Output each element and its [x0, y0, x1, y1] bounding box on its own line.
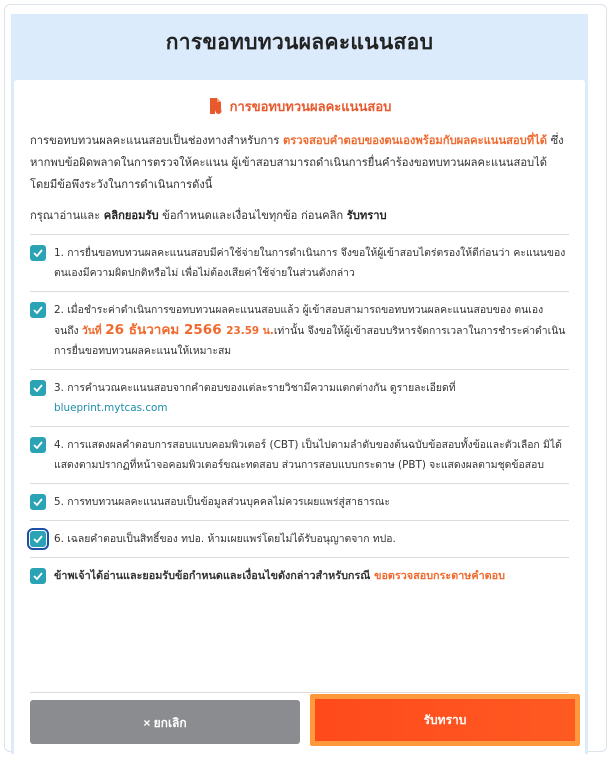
checkbox-term-1[interactable]: [30, 245, 46, 261]
review-dialog: [11, 14, 588, 754]
cancel-button[interactable]: × ยกเลิก: [30, 700, 300, 744]
term-text-after: เท่านั้น จึงขอให้ผู้เข้าสอบบริหารจัดการเวลาในการชำระค่าดำเนินการยื่นขอทบทวนผลคะแนนให้เหมาะสม: [54, 325, 566, 357]
accept-text: [54, 566, 505, 586]
button-row: [30, 700, 584, 760]
term-text: 1. การยื่นขอทบทวนผลคะแนนสอบมีค่าใช้จ่ายในการดำเนินการ จึงขอให้ผู้เข้าสอบไตร่ตรองให้ดีก่อนว่า คะแนนของตนเองมีความผิดปกติหรือไม่ เพื่อไม่ต้องเสียค่าใช้จ่ายในส่วนดังกล่าว: [54, 247, 566, 279]
checkbox-term-6[interactable]: [30, 531, 46, 547]
checkbox-accept-all[interactable]: [30, 568, 46, 584]
term-item-3: [30, 369, 569, 426]
term-text: 4. การแสดงผลคำตอบการสอบแบบคอมพิวเตอร์ (CBT) เป็นไปตามลำดับของต้นฉบับข้อสอบทั้งข้อและตัวเลือก มิได้แสดงตามปรากฏที่หน้าจอคอมพิวเตอร์ขณะทดสอบ ส่วนการสอบแบบกระดาษ (PBT) จะแสดงผลตามชุดข้อสอบ: [54, 439, 562, 471]
dialog-body: [14, 80, 585, 760]
check-icon: [33, 249, 43, 257]
accept-text-main: ข้าพเจ้าได้อ่านและยอมรับข้อกำหนดและเงื่อนไขดังกล่าวสำหรับกรณี: [54, 569, 375, 582]
checkbox-term-4[interactable]: [30, 437, 46, 453]
intro-paragraph: [14, 130, 585, 196]
instruction-text: [14, 206, 585, 226]
acknowledge-label: รับทราบ: [315, 699, 575, 741]
check-icon: [33, 498, 43, 506]
intro-highlight: ตรวจสอบคำตอบของตนเองพร้อมกับผลคะแนนสอบที่ได้: [282, 134, 548, 147]
term-text: 5. การทบทวนผลคะแนนสอบเป็นข้อมูลส่วนบุคคลไม่ควรเผยแพร่สู่สาธารณะ: [54, 496, 390, 508]
instr-part2: ข้อกำหนดและเงื่อนไขทุกข้อ ก่อนคลิก: [158, 209, 347, 222]
term-text: 6. เฉลยคำตอบเป็นสิทธิ์ของ ทปอ. ห้ามเผยแพร่โดยไม่ได้รับอนุญาตจาก ทปอ.: [54, 533, 396, 545]
term-item-5: [30, 483, 569, 520]
term-text-before: 2. เมื่อชำระค่าดำเนินการขอทบทวนผลคะแนนสอบแล้ว ผู้เข้าสอบสามารถขอทบทวนผลคะแนนสอบของ ตนเอง จนถึง: [54, 304, 544, 337]
section-subheading: [14, 96, 585, 118]
term-text: [54, 300, 569, 361]
term-item-2: [30, 291, 569, 369]
subheading-text: การขอทบทวนผลคะแนนสอบ: [229, 100, 392, 115]
check-icon: [33, 441, 43, 449]
intro-text: การขอทบทวนผลคะแนนสอบเป็นช่องทางสำหรับการ: [30, 134, 283, 147]
term-text-main: 3. การคำนวณคะแนนสอบจากคำตอบของแต่ละรายวิชามีความแตกต่างกัน ดูรายละเอียดที่: [54, 382, 456, 394]
check-icon: [33, 306, 43, 314]
dialog-title: การขอทบทวนผลคะแนนสอบ: [165, 30, 434, 54]
term-item-accept: [30, 557, 569, 594]
blueprint-link[interactable]: blueprint.mytcas.com: [54, 402, 168, 414]
instr-part1: กรุณาอ่านและ: [30, 209, 104, 222]
checkbox-term-2[interactable]: [30, 302, 46, 318]
terms-list: [30, 234, 569, 594]
document-refresh-icon: [208, 98, 222, 118]
deadline-date: 26 ธันวาคม 2566: [105, 322, 227, 338]
instr-bold1: คลิกยอมรับ: [103, 209, 159, 222]
check-icon: [33, 572, 43, 580]
checkbox-term-5[interactable]: [30, 494, 46, 510]
check-icon: [33, 535, 43, 543]
term-text: [54, 378, 456, 418]
checkbox-term-3[interactable]: [30, 380, 46, 396]
check-icon: [33, 384, 43, 392]
intro-text-2: ซึ่งหากพบข้อผิดพลาดในการตรวจให้คะแนน ผู้เข้าสอบสามารถดำเนินการยื่นคำร้องขอทบทวนผลคะแนนสอบได้ โดยมีข้อพึงระวังในการดำเนินการดังนี้: [30, 134, 564, 191]
deadline: [81, 322, 274, 338]
accept-highlight: ขอตรวจสอบกระดาษคำตอบ: [374, 569, 506, 582]
term-item-1: [30, 234, 569, 291]
term-item-4: [30, 426, 569, 483]
deadline-time: 23.59 น.: [226, 325, 274, 337]
deadline-label: วันที่: [81, 325, 106, 337]
term-item-6: [30, 520, 569, 557]
instr-bold2: รับทราบ: [346, 209, 387, 222]
divider: [30, 692, 569, 693]
acknowledge-button[interactable]: [310, 694, 580, 746]
